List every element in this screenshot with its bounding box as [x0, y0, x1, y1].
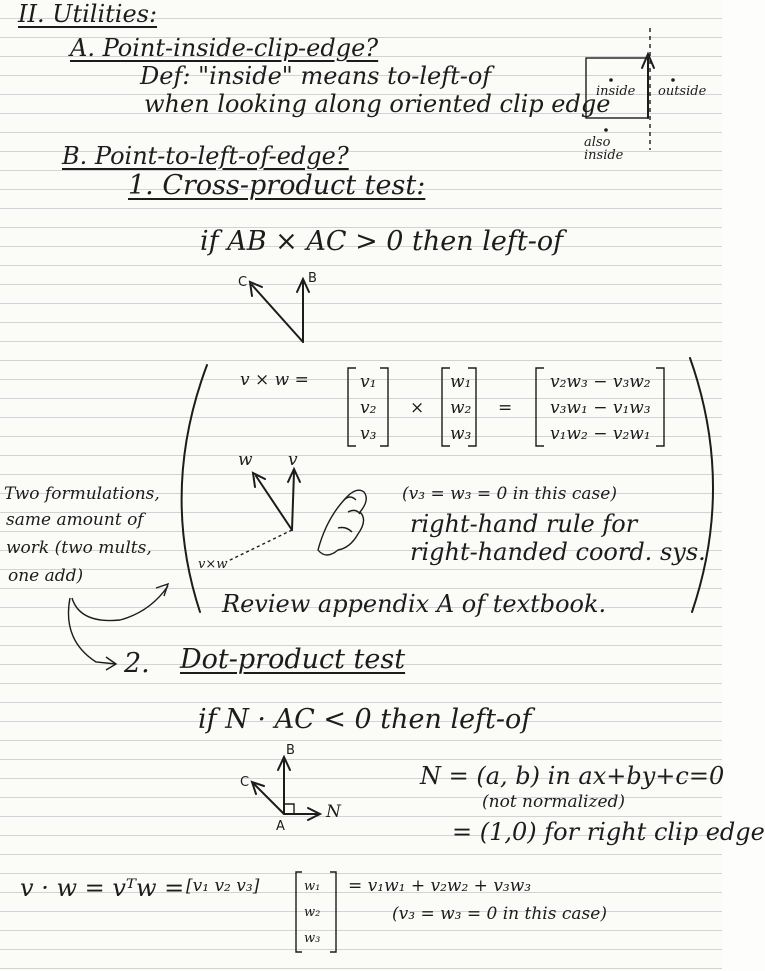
- cross-product-condition: if AB × AC > 0 then left-of: [200, 226, 564, 257]
- side-note-line-3: work (two mults,: [6, 538, 152, 558]
- equals-sign: =: [498, 398, 513, 418]
- vector-w-3: w₃: [450, 424, 472, 444]
- section-b-title: B. Point-to-left-of-edge?: [62, 142, 349, 170]
- not-normalized-note: (not normalized): [482, 792, 626, 812]
- vector-v-1: v₁: [360, 372, 377, 392]
- inside-label: inside: [596, 84, 636, 99]
- vector-w-2: w₂: [450, 398, 472, 418]
- page-heading: II. Utilities:: [18, 0, 158, 28]
- section-a-title: A. Point-inside-clip-edge?: [70, 34, 379, 62]
- dot-product-result: = v₁w₁ + v₂w₂ + v₃w₃: [348, 876, 532, 896]
- figure3-n-label: N: [326, 802, 341, 822]
- outside-label: outside: [658, 84, 707, 99]
- figure1-c-label: C: [238, 275, 248, 290]
- right-clip-edge-normal: = (1,0) for right clip edge: [452, 818, 765, 846]
- dot-product-lhs: v · w = vᵀw =: [20, 874, 185, 902]
- column-w-3: w₃: [304, 931, 321, 946]
- vector-w-1: w₁: [450, 372, 472, 392]
- column-w-1: w₁: [304, 879, 321, 894]
- normal-definition: N = (a, b) in ax+by+c=0: [420, 762, 725, 790]
- note-right-handed-coord: right-handed coord. sys.: [410, 538, 706, 566]
- side-note-line-2: same amount of: [6, 510, 144, 530]
- also-inside-label: inside: [584, 148, 624, 163]
- note-v3-w3: (v₃ = w₃ = 0 in this case): [402, 484, 617, 504]
- cross-product-lhs: v × w =: [240, 370, 309, 390]
- review-appendix-note: Review appendix A of textbook.: [222, 590, 607, 618]
- result-row-1: v₂w₃ − v₃w₂: [550, 372, 651, 392]
- dot-product-condition: if N · AC < 0 then left-of: [198, 704, 532, 735]
- vector-v-3: v₃: [360, 424, 377, 444]
- definition-line-1: Def: "inside" means to-left-of: [140, 62, 492, 90]
- dot-product-number: 2.: [124, 648, 150, 679]
- figure1-b-label: B: [308, 271, 317, 286]
- cross-product-test-title: 1. Cross-product test:: [128, 170, 426, 201]
- figure2-w-label: w: [238, 450, 253, 470]
- result-row-3: v₁w₂ − v₂w₁: [550, 424, 651, 444]
- dot-product-test-title: Dot-product test: [180, 644, 406, 675]
- side-note-line-1: Two formulations,: [4, 484, 160, 504]
- figure3-b-label: B: [286, 743, 295, 758]
- times-sign: ×: [410, 398, 425, 418]
- figure2-vxw-label: v×w: [198, 557, 228, 572]
- figure3-a-label: A: [276, 819, 285, 834]
- dot-product-note: (v₃ = w₃ = 0 in this case): [392, 904, 607, 924]
- vector-v-2: v₂: [360, 398, 377, 418]
- side-note-line-4: one add): [8, 566, 84, 586]
- definition-line-2: when looking along oriented clip edge: [144, 90, 611, 118]
- row-vector-v: [v₁ v₂ v₃]: [186, 876, 260, 896]
- result-row-2: v₃w₁ − v₁w₃: [550, 398, 651, 418]
- figure2-v-label: v: [288, 450, 298, 470]
- column-w-2: w₂: [304, 905, 321, 920]
- figure3-c-label: C: [240, 775, 250, 790]
- note-right-hand-rule: right-hand rule for: [410, 510, 638, 538]
- also-label: also: [584, 135, 611, 150]
